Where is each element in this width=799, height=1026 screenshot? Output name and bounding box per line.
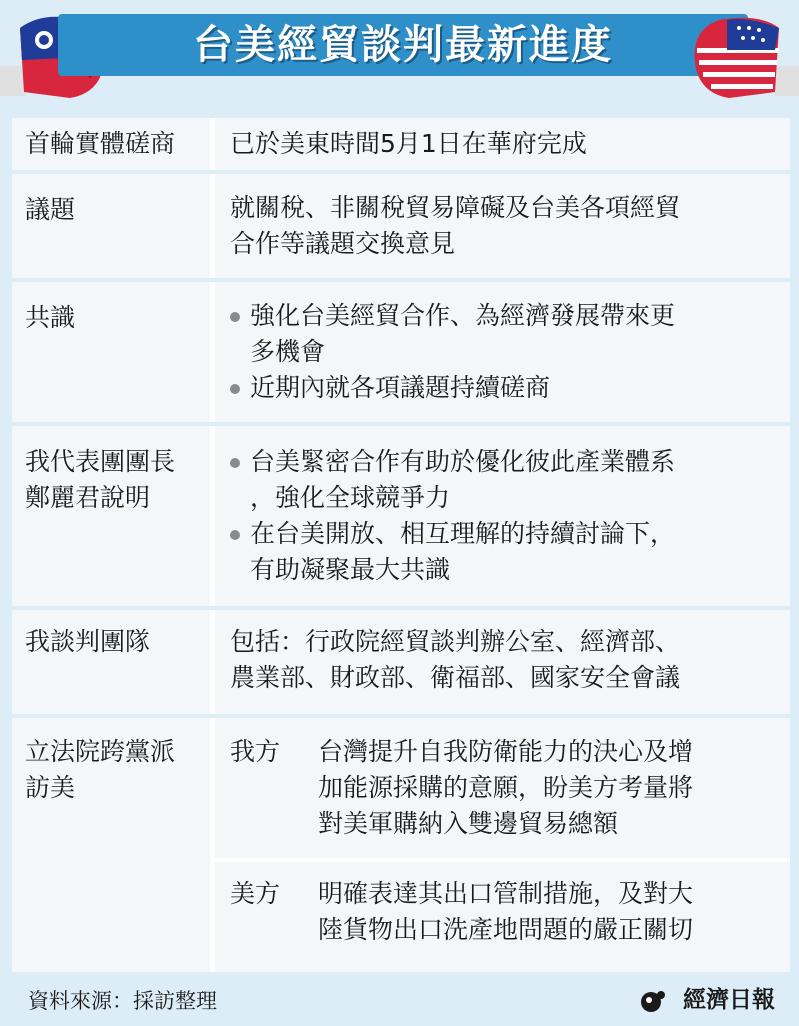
table-row <box>12 718 790 972</box>
row-label: 我代表團團長 鄭麗君說明 <box>25 447 176 512</box>
bullet-list <box>230 444 780 588</box>
row-label: 首輪實體磋商 <box>25 129 176 158</box>
row-content: 包括：行政院經貿談判辦公室、經濟部、 農業部、財政部、衛福部、國家安全會議 <box>230 627 681 692</box>
row-label: 共識 <box>25 303 76 332</box>
table-row <box>12 118 790 170</box>
row-label: 立法院跨黨派 訪美 <box>25 737 176 802</box>
party-label: 我方 <box>230 737 281 766</box>
brand-name: 經濟日報 <box>683 987 775 1013</box>
bullet-list <box>230 298 780 406</box>
source-note: 資料來源：採訪整理 <box>28 989 217 1013</box>
table-row <box>12 174 790 278</box>
row-label: 我談判團隊 <box>25 627 151 656</box>
list-item: 在台美開放、相互理解的持續討論下， 有助凝聚最大共識 <box>230 516 780 588</box>
udn-logo-icon <box>637 988 669 1014</box>
title-band <box>58 14 748 76</box>
us-flag-boxing-glove-icon <box>687 8 799 108</box>
sub-row-our-side <box>215 718 790 858</box>
header <box>0 0 799 108</box>
list-item: 強化台美經貿合作、為經濟發展帶來更 多機會 <box>230 298 780 370</box>
page-title: 台美經貿談判最新進度 <box>193 22 613 68</box>
party-text: 明確表達其出口管制措施，及對大 陸貨物出口洗產地問題的嚴正關切 <box>318 879 694 944</box>
table-row <box>12 426 790 606</box>
bullet-icon <box>230 458 240 468</box>
row-label: 議題 <box>25 195 76 224</box>
bullet-icon <box>230 312 240 322</box>
table-row <box>12 610 790 714</box>
footer <box>0 975 799 1026</box>
row-content: 就關稅、非關稅貿易障礙及台美各項經貿 合作等議題交換意見 <box>230 193 681 258</box>
table-row <box>12 282 790 422</box>
party-text: 台灣提升自我防衛能力的決心及增 加能源採購的意願，盼美方考量將 對美軍購納入雙邊貿易總額 <box>318 737 694 838</box>
bullet-icon <box>230 384 240 394</box>
list-item: 近期內就各項議題持續磋商 <box>230 370 780 406</box>
list-item: 台美緊密合作有助於優化彼此產業體系 ，強化全球競爭力 <box>230 444 780 516</box>
row-content: 已於美東時間5月1日在華府完成 <box>230 129 587 158</box>
bullet-icon <box>230 530 240 540</box>
party-label: 美方 <box>230 879 281 908</box>
sub-row-us-side <box>215 862 790 972</box>
